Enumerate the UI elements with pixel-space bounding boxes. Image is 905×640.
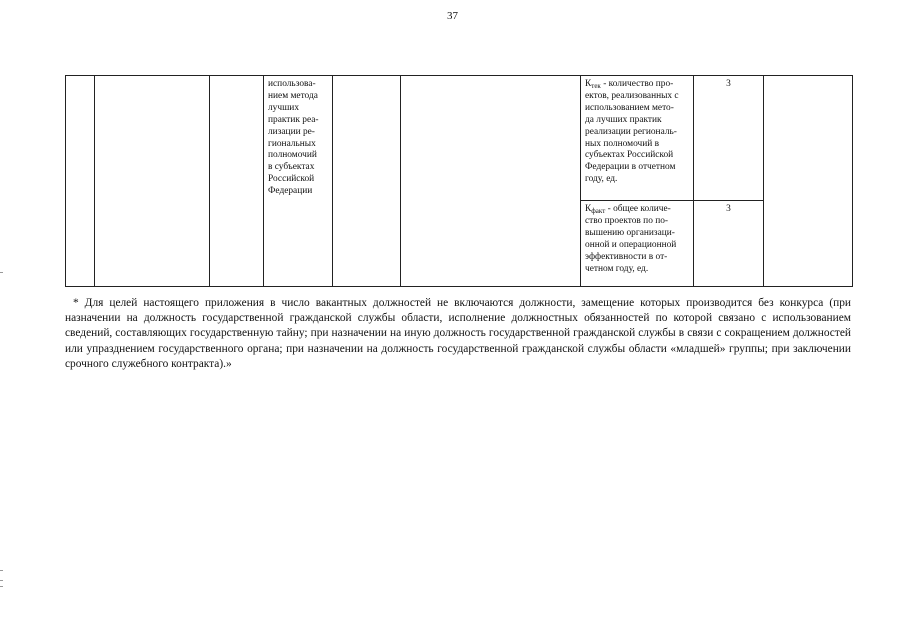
- footnote: * Для целей настоящего приложения в число вакантных должностей не включаются должности, замещение которых производится без конкурса (при назначении на должность государственной гражданской службы области, исполнение должностных обязанностей по которой связано с использованием сведений, составляющих государственную тайну; при назначении на иную должность государственной гражданской службы в связи с сокращением должностей или упразднением государственного органа; при назначении на должность государственной гражданской службы области «младшей» группы; при заключении срочного служебного контракта).»: [65, 297, 851, 370]
- table-cell-empty: [95, 76, 210, 287]
- scan-mark: [0, 272, 3, 273]
- variable-subscript: факт: [591, 207, 606, 215]
- formula-variable-kfakt: [585, 204, 689, 275]
- page-number: 37: [447, 10, 458, 22]
- table-cell-empty: [66, 76, 95, 287]
- indicator-name-cell: [264, 76, 333, 287]
- scan-mark: [0, 570, 3, 571]
- variable-symbol: К: [585, 204, 592, 214]
- table-cell-empty: [210, 76, 264, 287]
- value-cell: 3: [694, 76, 764, 201]
- formula-variable-cell: [581, 201, 694, 287]
- table-cell-empty: [401, 76, 581, 287]
- indicator-table: [65, 75, 853, 287]
- formula-variable-ktek: [585, 79, 689, 186]
- variable-description: - количество про- ектов, реализованных с использованием мето- да лучших практик реализации региональ- ных полномочий в субъектах Российской Федерации в отчетном году, ед.: [585, 79, 679, 185]
- scan-mark: [0, 586, 3, 587]
- formula-variable-cell: [581, 76, 694, 201]
- indicator-name-text: использова- нием метода лучших практик реа- лизации ре- гиональных полномочий в субъектах Российской Федерации: [268, 79, 319, 197]
- variable-symbol: К: [585, 79, 592, 89]
- table-row: [66, 76, 853, 201]
- scan-mark: [0, 580, 3, 581]
- value-cell: 3: [694, 201, 764, 287]
- variable-description: - общее количе- ство проектов по по- вышению организаци- онной и операционной эффективности в от- четном году, ед.: [585, 204, 677, 274]
- variable-subscript: тек: [591, 82, 601, 90]
- table-cell-empty: [764, 76, 853, 287]
- table-cell-empty: [333, 76, 401, 287]
